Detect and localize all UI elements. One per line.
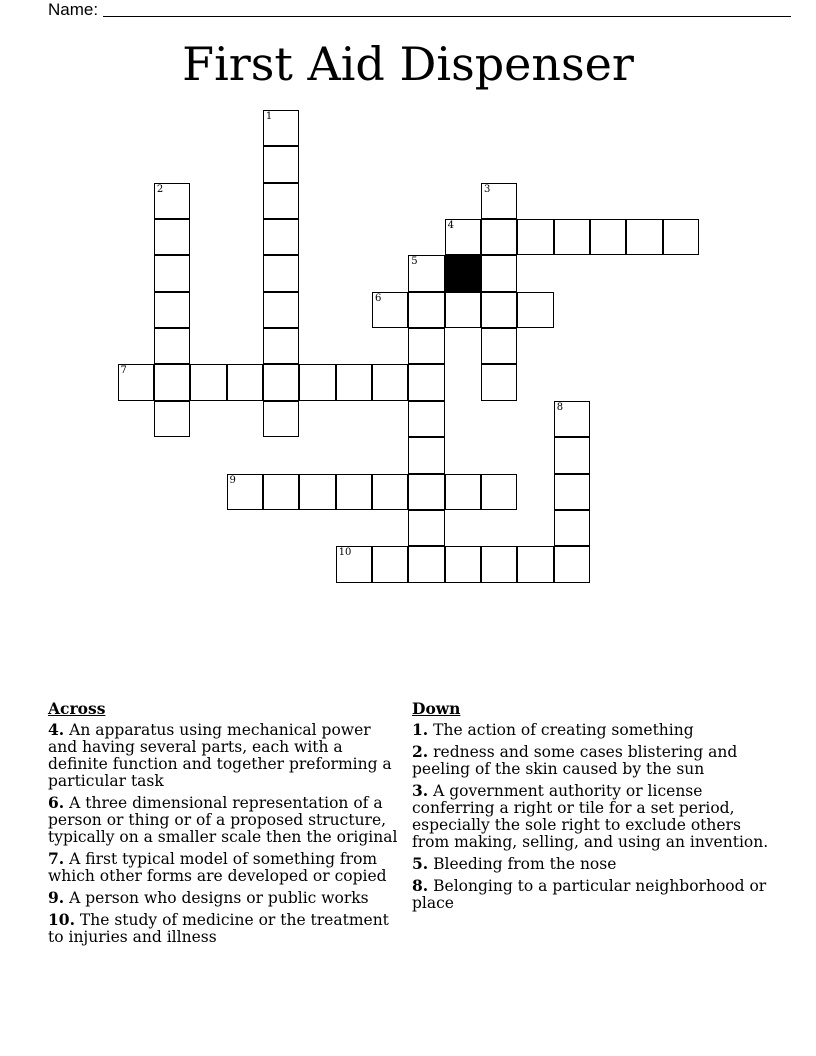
crossword-cell[interactable] — [263, 219, 299, 255]
crossword-cell[interactable] — [481, 183, 517, 219]
crossword-cell[interactable] — [481, 328, 517, 364]
crossword-cell[interactable] — [554, 546, 590, 582]
crossword-cell[interactable] — [554, 437, 590, 473]
clue-down: 3. A government authority or license conferring a right or tile for a set period, especially the sole right to exclude others from making, selling, and using an invention. — [412, 781, 769, 851]
clue-number: 2 — [156, 183, 164, 195]
crossword-cell[interactable] — [554, 510, 590, 546]
crossword-cell[interactable] — [263, 328, 299, 364]
clue-down: 8. Belonging to a particular neighborhood or place — [412, 876, 767, 912]
crossword-cell[interactable] — [118, 364, 154, 400]
crossword-cell[interactable] — [445, 292, 481, 328]
crossword-cell[interactable] — [263, 146, 299, 182]
crossword-cell[interactable] — [517, 546, 553, 582]
name-label: Name: — [48, 0, 99, 19]
clue-across: 4. An apparatus using mechanical power and having several parts, each with a definite function and together preforming a particular task — [48, 720, 392, 790]
crossword-cell[interactable] — [481, 219, 517, 255]
crossword-cell[interactable] — [263, 364, 299, 400]
crossword-cell[interactable] — [263, 474, 299, 510]
crossword-cell[interactable] — [663, 219, 699, 255]
crossword-cell[interactable] — [336, 474, 372, 510]
black-square — [445, 255, 481, 291]
crossword-cell[interactable] — [227, 364, 263, 400]
crossword-cell[interactable] — [554, 401, 590, 437]
crossword-cell[interactable] — [408, 328, 444, 364]
crossword-cell[interactable] — [154, 328, 190, 364]
clue-down: 2. redness and some cases blistering and peeling of the skin caused by the sun — [412, 742, 738, 778]
clue-number: 1 — [265, 111, 273, 122]
clue-down: 5. Bleeding from the nose — [412, 854, 617, 873]
crossword-cell[interactable] — [336, 364, 372, 400]
crossword-cell[interactable] — [190, 364, 226, 400]
clue-number: 5 — [411, 256, 418, 268]
crossword-cell[interactable] — [154, 401, 190, 437]
crossword-cell[interactable] — [372, 292, 408, 328]
crossword-cell[interactable] — [263, 292, 299, 328]
crossword-cell[interactable] — [263, 110, 299, 146]
clue-number: 6 — [374, 292, 382, 304]
across-heading: Across — [48, 699, 106, 718]
crossword-cell[interactable] — [481, 364, 517, 400]
crossword-cell[interactable] — [263, 401, 299, 437]
crossword-cell[interactable] — [299, 474, 335, 510]
crossword-cell[interactable] — [154, 364, 190, 400]
crossword-cell[interactable] — [590, 219, 626, 255]
crossword-cell[interactable] — [372, 364, 408, 400]
crossword-cell[interactable] — [372, 546, 408, 582]
crossword-cell[interactable] — [481, 292, 517, 328]
down-heading: Down — [412, 699, 461, 718]
clue-number: 9 — [229, 474, 236, 486]
clue-number: 4 — [447, 220, 455, 232]
clue-across: 9. A person who designs or public works — [48, 888, 369, 907]
crossword-cell[interactable] — [154, 183, 190, 219]
crossword-cell[interactable] — [445, 219, 481, 255]
crossword-cell[interactable] — [263, 183, 299, 219]
crossword-cell[interactable] — [408, 510, 444, 546]
crossword-cell[interactable] — [154, 292, 190, 328]
clue-across: 7. A first typical model of something from which other forms are developed or copied — [48, 849, 387, 885]
clue-across: 6. A three dimensional representation of a person or thing or of a proposed structure, typically on a smaller scale then the original — [48, 793, 398, 846]
across-clues — [48, 700, 404, 950]
crossword-cell[interactable] — [554, 474, 590, 510]
page-title: First Aid Dispenser — [182, 37, 634, 91]
crossword-cell[interactable] — [481, 546, 517, 582]
crossword-cell[interactable] — [554, 219, 590, 255]
crossword-cell[interactable] — [408, 255, 444, 291]
crossword-cell[interactable] — [372, 474, 408, 510]
clue-number: 10 — [338, 547, 352, 559]
crossword-cell[interactable] — [154, 219, 190, 255]
crossword-cell[interactable] — [408, 292, 444, 328]
crossword-cell[interactable] — [481, 255, 517, 291]
crossword-cell[interactable] — [408, 437, 444, 473]
crossword-cell[interactable] — [517, 292, 553, 328]
clue-down: 1. The action of creating something — [412, 720, 694, 739]
crossword-cell[interactable] — [408, 401, 444, 437]
crossword-cell[interactable] — [517, 219, 553, 255]
crossword-cell[interactable] — [299, 364, 335, 400]
crossword-cell[interactable] — [445, 546, 481, 582]
crossword-cell[interactable] — [408, 474, 444, 510]
crossword-cell[interactable] — [408, 546, 444, 582]
crossword-cell[interactable] — [227, 474, 263, 510]
crossword-cell[interactable] — [154, 255, 190, 291]
down-clues — [412, 700, 774, 916]
clue-number: 3 — [484, 183, 491, 195]
crossword-cell[interactable] — [263, 255, 299, 291]
clue-across: 10. The study of medicine or the treatment to injuries and illness — [48, 910, 389, 946]
clue-number: 7 — [120, 365, 127, 377]
crossword-cell[interactable] — [445, 474, 481, 510]
crossword-cell[interactable] — [481, 474, 517, 510]
crossword-cell[interactable] — [408, 364, 444, 400]
crossword-cell[interactable] — [336, 546, 372, 582]
crossword-cell[interactable] — [626, 219, 662, 255]
clue-number: 8 — [556, 401, 564, 413]
